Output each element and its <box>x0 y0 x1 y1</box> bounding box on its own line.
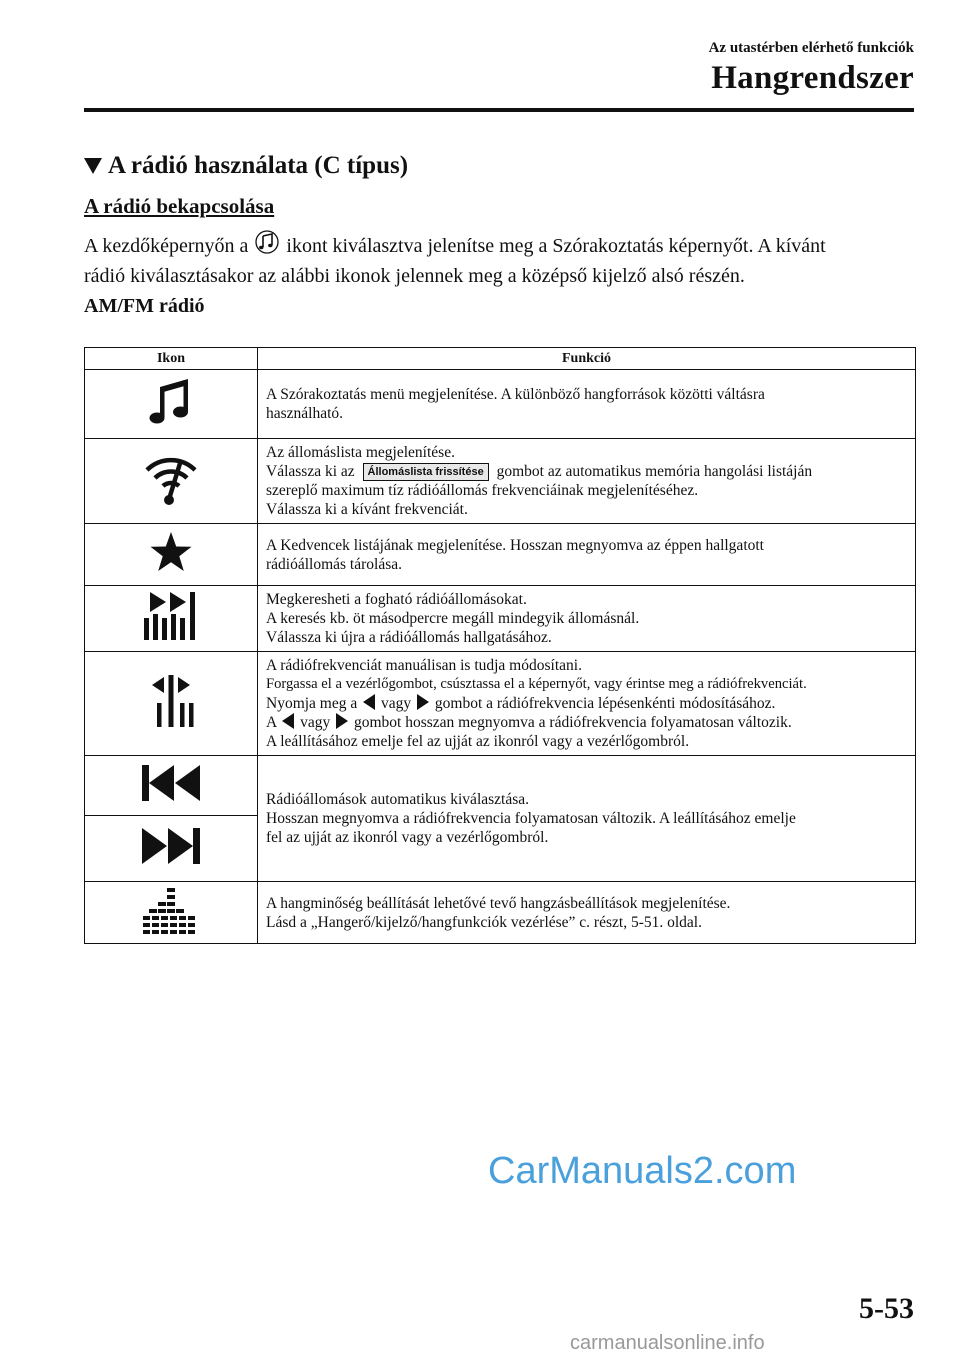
col-header-function: Funkció <box>258 348 916 370</box>
right-arrow-icon <box>417 694 429 710</box>
subsection-title: A rádió bekapcsolása <box>84 194 275 218</box>
intro-text-b: ikont kiválasztva jelenítse meg a Szórakoztatás képernyőt. A kívánt <box>281 235 826 257</box>
icon-function-table <box>84 347 916 944</box>
footer-watermark: carmanualsonline.info <box>570 1332 765 1354</box>
row-text: A vagy gombot hosszan megnyomva a rádiófrekvencia folyamatosan változik. <box>266 714 792 731</box>
intro-paragraph <box>84 229 916 291</box>
row-text: Hosszan megnyomva a rádiófrekvencia folyamatosan változik. A leállításához emelje <box>266 810 796 827</box>
chapter-title: Hangrendszer <box>711 60 914 96</box>
intro-text-a: A kezdőképernyőn a <box>84 235 254 257</box>
row-text: A keresés kb. öt másodpercre megáll mindegyik állomásnál. <box>266 610 640 627</box>
main-content <box>84 152 916 944</box>
mode-label: AM/FM rádió <box>84 295 205 317</box>
table-row <box>85 756 916 816</box>
left-arrow-icon <box>282 713 294 729</box>
header-rule <box>84 108 914 112</box>
table-row <box>85 370 916 439</box>
seek-back-icon <box>140 763 202 803</box>
section-title: A rádió használata (C típus) <box>108 152 409 179</box>
triangle-bullet-icon <box>84 158 102 174</box>
seek-forward-icon <box>140 826 202 866</box>
manual-tune-icon <box>147 673 195 729</box>
page-number: 5-53 <box>859 1292 914 1325</box>
music-note-icon <box>255 229 279 255</box>
sound-settings-icon <box>141 886 201 934</box>
row-text: fel az ujját az ikonról vagy a vezérlőgombról. <box>266 829 549 846</box>
col-header-icon: Ikon <box>85 348 258 370</box>
row-text: Nyomja meg a vagy gombot a rádiófrekvencia lépésenkénti módosításához. <box>266 695 776 712</box>
right-arrow-icon <box>336 713 348 729</box>
table-row <box>85 882 916 944</box>
row-text: Megkeresheti a fogható rádióállomásokat. <box>266 591 527 608</box>
row-text: A leállításához emelje fel az ujját az ikonról vagy a vezérlőgombról. <box>266 733 690 750</box>
table-row <box>85 586 916 652</box>
star-icon <box>149 531 193 573</box>
table-row <box>85 524 916 586</box>
chapter-subtitle: Az utastérben elérhető funkciók <box>708 40 914 56</box>
row-text: Válassza ki újra a rádióállomás hallgatásához. <box>266 629 552 646</box>
row-text: rádióállomás tárolása. <box>266 555 403 573</box>
row-text: használható. <box>266 405 344 422</box>
row-text: A Szórakoztatás menü megjelenítése. A különböző hangforrások közötti váltásra <box>266 386 765 403</box>
left-arrow-icon <box>363 694 375 710</box>
row-text: A hangminőség beállítását lehetővé tevő hangzásbeállítások megjelenítése. <box>266 894 731 912</box>
row-text: Az állomáslista megjelenítése. <box>266 444 455 461</box>
row-text: A Kedvencek listájának megjelenítése. Hosszan megnyomva az éppen hallgatott <box>266 536 764 554</box>
row-text: Válassza ki a kívánt frekvenciát. <box>266 501 468 518</box>
music-note-icon <box>145 375 197 429</box>
table-row <box>85 652 916 756</box>
row-text: Forgassa el a vezérlőgombot, csúsztassa el a képernyőt, vagy érintse meg a rádiófrekvenciát. <box>266 676 807 692</box>
table-row <box>85 439 916 524</box>
row-text: Válassza ki az Állomáslista frissítése gombot az automatikus memória hangolási listáján <box>266 463 813 480</box>
station-list-refresh-button: Állomáslista frissítése <box>363 463 489 481</box>
row-text: Rádióállomások automatikus kiválasztása. <box>266 791 530 808</box>
intro-text-c: rádió kiválasztásakor az alábbi ikonok jelennek meg a középső kijelző alsó részén. <box>84 265 745 287</box>
row-text: Lásd a „Hangerő/kijelző/hangfunkciók vezérlése” c. részt, 5-51. oldal. <box>266 913 702 931</box>
row-text: A rádiófrekvenciát manuálisan is tudja módosítani. <box>266 657 582 674</box>
section-heading <box>84 152 916 180</box>
station-list-icon <box>141 450 201 508</box>
scan-icon <box>140 590 202 642</box>
watermark: CarManuals2.com <box>488 1150 797 1192</box>
row-text: szereplő maximum tíz rádióállomás frekvenciáinak megjelenítéséhez. <box>266 482 699 499</box>
table-header-row <box>85 348 916 370</box>
